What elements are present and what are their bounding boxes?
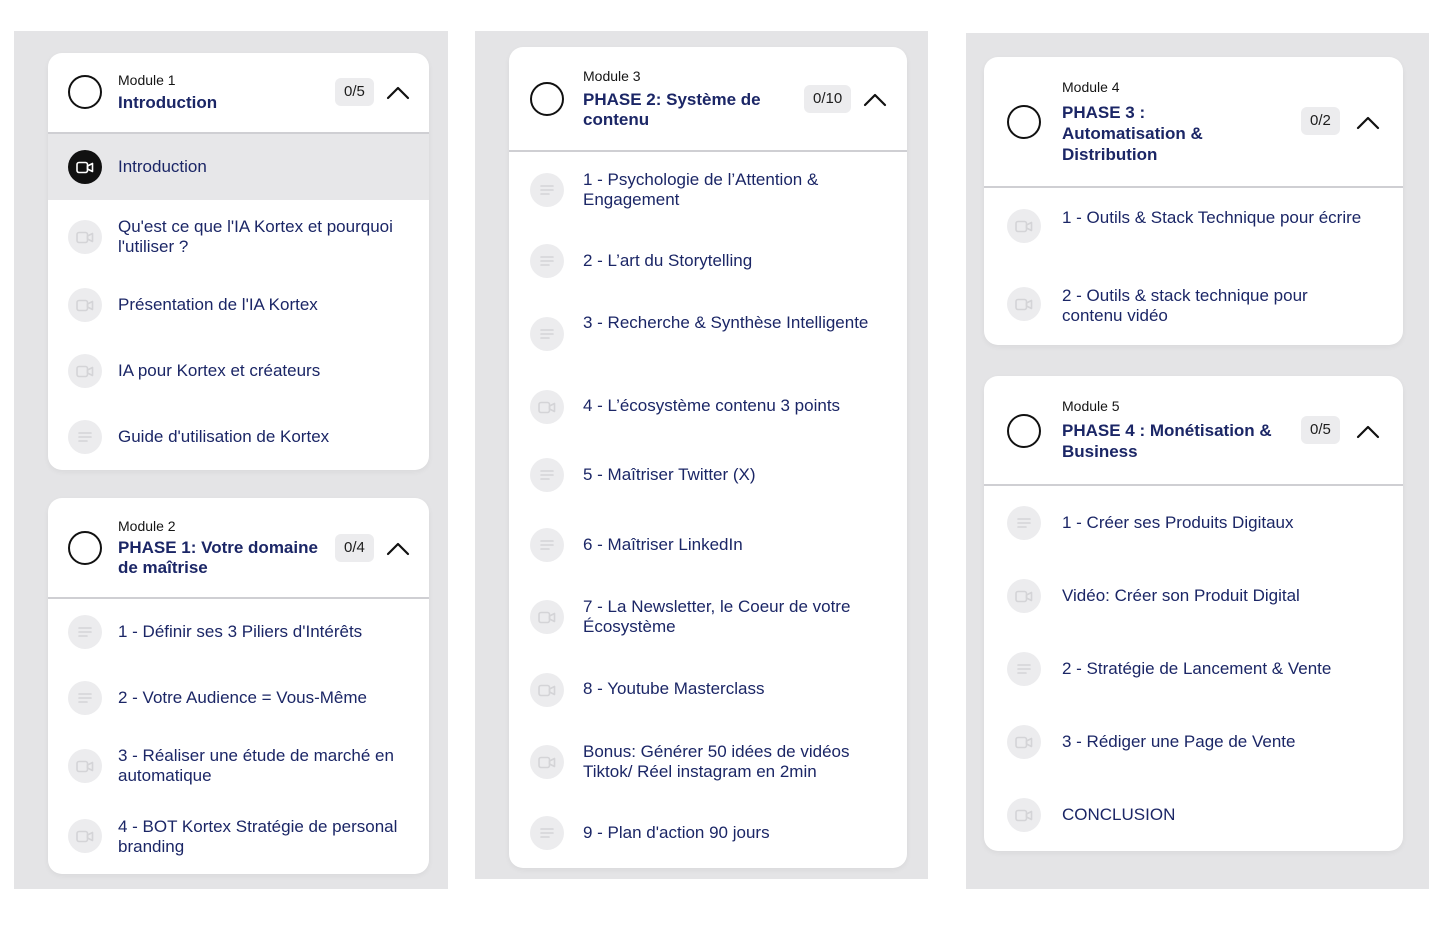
lesson-item[interactable] <box>984 486 1403 559</box>
lesson-item[interactable] <box>984 632 1403 705</box>
video-icon <box>530 673 564 707</box>
lesson-title: 4 - L’écosystème contenu 3 points <box>583 396 841 415</box>
text-icon <box>530 528 564 562</box>
video-icon <box>530 745 564 779</box>
text-icon <box>530 317 564 351</box>
video-icon <box>1007 579 1041 613</box>
module-header[interactable] <box>48 498 429 599</box>
module-card <box>48 53 429 470</box>
lesson-title: Guide d'utilisation de Kortex <box>118 427 330 446</box>
lesson-title: 3 - Recherche & Synthèse Intelligente <box>583 313 869 332</box>
lesson-item[interactable] <box>509 726 907 804</box>
video-icon <box>68 354 102 388</box>
module-complete-checkbox[interactable] <box>1007 105 1041 139</box>
course-column-2 <box>475 31 928 879</box>
lesson-title: 2 - Votre Audience = Vous-Même <box>118 688 368 707</box>
module-complete-checkbox[interactable] <box>68 531 102 565</box>
lesson-title: 1 - Définir ses 3 Piliers d'Intérêts <box>118 622 363 641</box>
lesson-title: 6 - Maîtriser LinkedIn <box>583 535 743 554</box>
lesson-item[interactable] <box>509 152 907 228</box>
video-icon <box>68 819 102 853</box>
course-column-3 <box>966 33 1429 889</box>
lesson-title: 3 - Rédiger une Page de Vente <box>1062 732 1296 751</box>
lesson-title: IA pour Kortex et créateurs <box>118 361 321 380</box>
video-icon <box>1007 287 1041 321</box>
module-card <box>509 47 907 868</box>
lesson-item[interactable] <box>984 559 1403 632</box>
module-card <box>984 57 1403 345</box>
module-header[interactable] <box>984 57 1403 188</box>
lesson-item[interactable] <box>509 440 907 510</box>
module-complete-checkbox[interactable] <box>1007 414 1041 448</box>
lesson-item[interactable] <box>48 665 429 731</box>
module-complete-checkbox[interactable] <box>68 75 102 109</box>
lesson-item[interactable] <box>509 660 907 726</box>
lesson-item[interactable] <box>509 510 907 580</box>
video-icon <box>68 749 102 783</box>
module-complete-checkbox[interactable] <box>530 82 564 116</box>
text-icon <box>1007 652 1041 686</box>
lesson-title: 2 - L’art du Storytelling <box>583 251 753 270</box>
lesson-title: 3 - Réaliser une étude de marché en automatique <box>118 746 394 785</box>
progress-badge: 0/5 <box>335 78 374 106</box>
lesson-item[interactable] <box>509 228 907 294</box>
text-icon <box>530 244 564 278</box>
chevron-up-icon[interactable] <box>385 541 411 557</box>
video-icon <box>68 150 102 184</box>
text-icon <box>530 458 564 492</box>
progress-badge: 0/5 <box>1301 416 1340 444</box>
lesson-title: Qu'est ce que l'IA Kortex et pourquoi l'utiliser ? <box>118 217 393 256</box>
lesson-item[interactable] <box>984 266 1403 345</box>
lesson-title: 7 - La Newsletter, le Coeur de votre Écosystème <box>583 597 851 636</box>
module-number: Module 5 <box>1062 398 1120 414</box>
module-title: PHASE 4 : Monétisation & Business <box>1062 421 1272 461</box>
text-icon <box>530 173 564 207</box>
lesson-item[interactable] <box>48 200 429 274</box>
module-number: Module 2 <box>118 518 176 534</box>
text-icon <box>1007 506 1041 540</box>
lesson-title: CONCLUSION <box>1062 805 1176 824</box>
chevron-up-icon[interactable] <box>1355 115 1381 131</box>
text-icon <box>68 681 102 715</box>
lesson-title: 4 - BOT Kortex Stratégie de personal branding <box>118 817 398 856</box>
lesson-item[interactable] <box>509 374 907 440</box>
video-icon <box>68 288 102 322</box>
lesson-item[interactable] <box>509 294 907 374</box>
lesson-item[interactable] <box>48 406 429 470</box>
module-title: PHASE 1: Votre domaine de maîtrise <box>118 538 318 577</box>
module-number: Module 4 <box>1062 79 1120 95</box>
video-icon <box>530 390 564 424</box>
module-title: PHASE 2: Système de contenu <box>583 90 761 129</box>
module-title: Introduction <box>118 93 218 112</box>
text-icon <box>530 816 564 850</box>
module-header[interactable] <box>48 53 429 134</box>
lesson-item[interactable] <box>48 599 429 665</box>
video-icon <box>1007 209 1041 243</box>
lesson-title: 1 - Outils & Stack Technique pour écrire <box>1062 208 1362 227</box>
lesson-item[interactable] <box>984 188 1403 266</box>
video-icon <box>1007 798 1041 832</box>
chevron-up-icon[interactable] <box>385 85 411 101</box>
chevron-up-icon[interactable] <box>1355 424 1381 440</box>
module-title: PHASE 3 : Automatisation & Distribution <box>1062 103 1203 164</box>
lesson-title: 5 - Maîtriser Twitter (X) <box>583 465 756 484</box>
course-column-1 <box>14 31 448 889</box>
lesson-item[interactable] <box>48 134 429 200</box>
module-header[interactable] <box>984 376 1403 486</box>
lesson-item[interactable] <box>984 778 1403 851</box>
lesson-title: Introduction <box>118 157 207 176</box>
progress-badge: 0/2 <box>1301 107 1340 135</box>
text-icon <box>68 615 102 649</box>
lesson-item[interactable] <box>509 804 907 868</box>
progress-badge: 0/4 <box>335 534 374 562</box>
lesson-title: 9 - Plan d'action 90 jours <box>583 823 770 842</box>
video-icon <box>530 600 564 634</box>
module-number: Module 1 <box>118 72 176 88</box>
module-header[interactable] <box>509 47 907 152</box>
lesson-title: 2 - Stratégie de Lancement & Vente <box>1062 659 1332 678</box>
module-card <box>984 376 1403 851</box>
module-card <box>48 498 429 874</box>
lesson-title: Présentation de l'IA Kortex <box>118 295 318 314</box>
progress-badge: 0/10 <box>804 85 851 113</box>
lesson-item[interactable] <box>509 580 907 660</box>
lesson-title: 2 - Outils & stack technique pour contenu vidéo <box>1062 286 1308 325</box>
video-icon <box>68 220 102 254</box>
lesson-title: 8 - Youtube Masterclass <box>583 679 765 698</box>
lesson-title: 1 - Psychologie de l’Attention & Engagement <box>583 170 819 209</box>
lesson-item[interactable] <box>48 801 429 874</box>
lesson-title: Vidéo: Créer son Produit Digital <box>1062 586 1300 605</box>
lesson-item[interactable] <box>984 705 1403 778</box>
video-icon <box>1007 725 1041 759</box>
lesson-item[interactable] <box>48 731 429 801</box>
lesson-item[interactable] <box>48 274 429 340</box>
module-number: Module 3 <box>583 68 641 84</box>
lesson-title: Bonus: Générer 50 idées de vidéos Tiktok/ Réel instagram en 2min <box>583 742 850 781</box>
lesson-title: 1 - Créer ses Produits Digitaux <box>1062 513 1294 532</box>
text-icon <box>68 420 102 454</box>
chevron-up-icon[interactable] <box>862 92 888 108</box>
lesson-item[interactable] <box>48 340 429 406</box>
